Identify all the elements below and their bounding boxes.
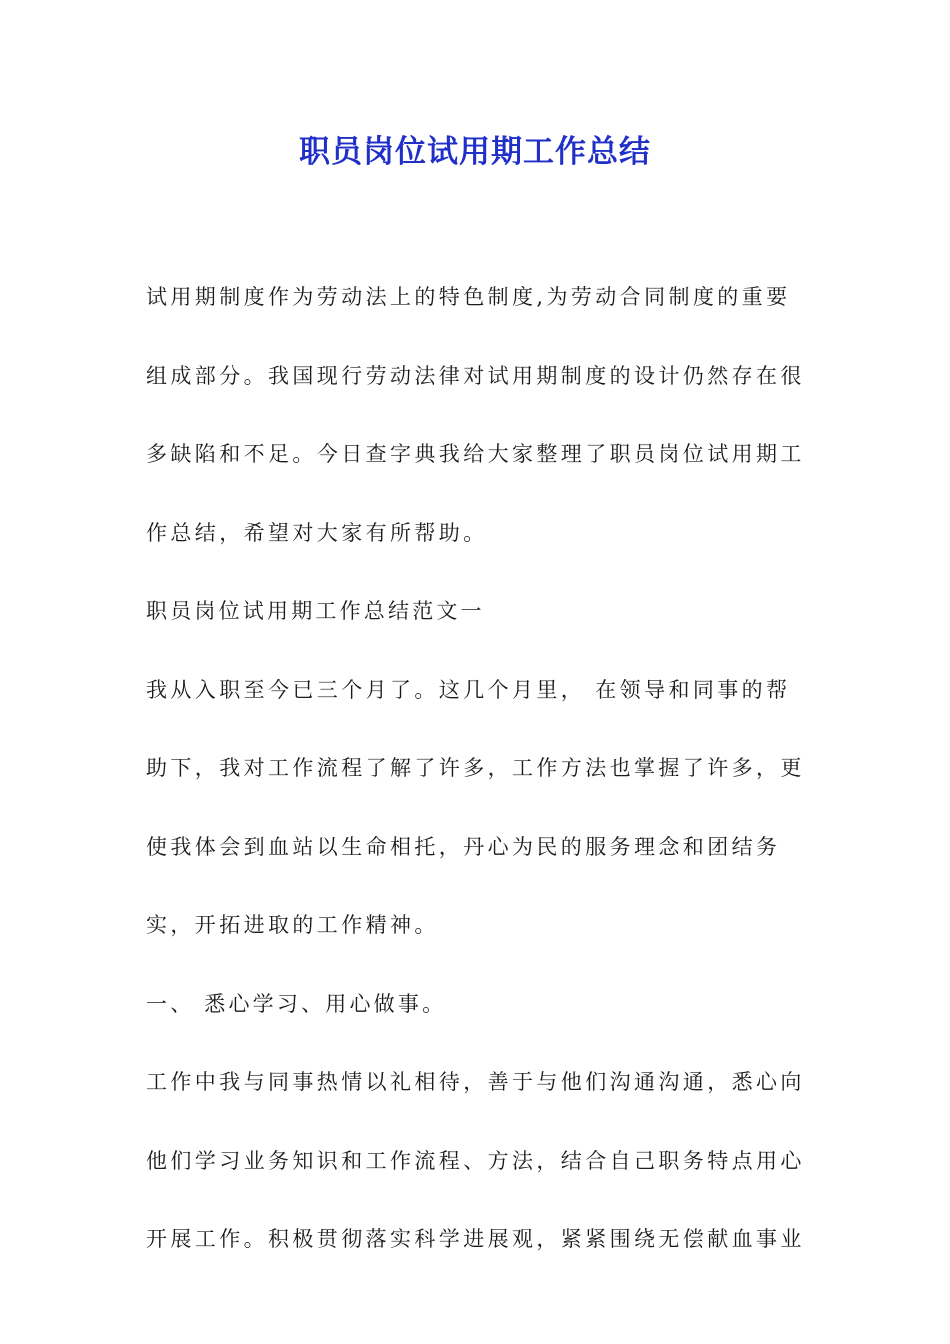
document-title: 职员岗位试用期工作总结	[299, 134, 651, 170]
paragraph-onboarding: 我从入职至今已三个月了。这几个月里， 在领导和同事的帮助下，我对工作流程了解了许多，工作方法也掌握了许多，更使我体会到血站以生命相托，丹心为民的服务理念和团结务实，开拓进取的工作精神。	[146, 677, 805, 937]
paragraph-intro: 试用期制度作为劳动法上的特色制度,为劳动合同制度的重要组成部分。我国现行劳动法律对试用期制度的设计仍然存在很多缺陷和不足。今日查字典我给大家整理了职员岗位试用期工作总结，希望对大家有所帮助。	[146, 285, 805, 545]
paragraph-teamwork: 工作中我与同事热情以礼相待，善于与他们沟通沟通，悉心向他们学习业务知识和工作流程、方法，结合自己职务特点用心开展工作。积极贯彻落实科学进展观，紧紧围绕无偿献血事业	[146, 1070, 805, 1251]
section-heading-learning: 一、 悉心学习、用心做事。	[146, 991, 447, 1016]
section-heading-sample-one: 职员岗位试用期工作总结范文一	[146, 599, 485, 623]
document-body	[146, 258, 806, 1279]
